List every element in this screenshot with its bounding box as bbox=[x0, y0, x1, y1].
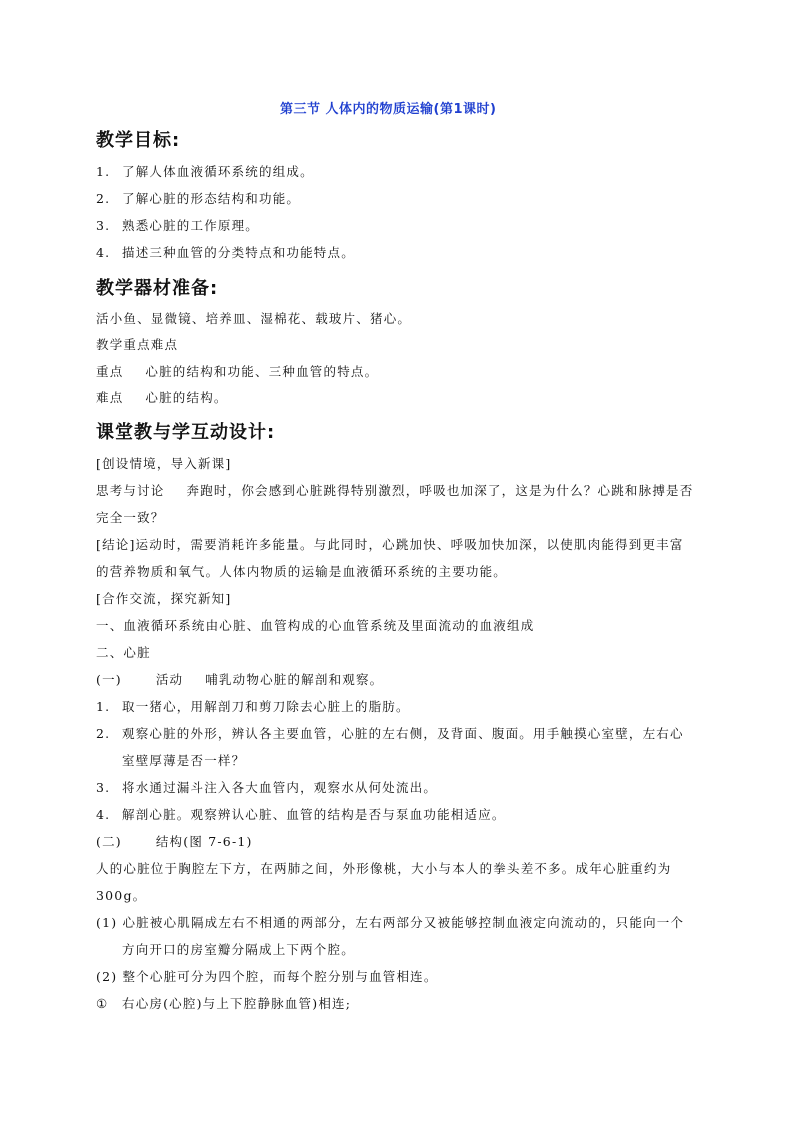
difficulty-text: 心脏的结构。 bbox=[145, 390, 228, 405]
structure-number: (二) bbox=[96, 834, 122, 849]
step-number: 3. bbox=[96, 780, 111, 795]
key-point-text: 心脏的结构和功能、三种血管的特点。 bbox=[145, 364, 379, 379]
step-text: 取一猪心，用解剖刀和剪刀除去心脏上的脂肪。 bbox=[122, 699, 410, 714]
goal-item bbox=[96, 191, 300, 207]
activity-label: 活动 bbox=[155, 672, 184, 687]
part-two: 二、心脏 bbox=[96, 645, 151, 660]
goal-item bbox=[96, 218, 259, 234]
step-item bbox=[96, 780, 437, 796]
step-text: 观察心脏的外形，辨认各主要血管，心脏的左右侧，及背面、腹面。用手触摸心室壁，左右心 bbox=[122, 726, 684, 741]
discuss-label: 思考与讨论 bbox=[96, 483, 165, 498]
goal-text: 了解人体血液循环系统的组成。 bbox=[122, 164, 314, 179]
key-heading: 教学重点难点 bbox=[96, 337, 179, 352]
goal-number: 2. bbox=[96, 191, 111, 206]
circle-text: 右心房(心腔)与上下腔静脉血管)相连; bbox=[122, 996, 352, 1011]
goal-text: 熟悉心脏的工作原理。 bbox=[122, 218, 260, 233]
page-title: 第三节 人体内的物质运输(第1课时) bbox=[280, 102, 497, 117]
materials-heading: 教学器材准备: bbox=[96, 278, 219, 299]
structure-line bbox=[96, 834, 253, 850]
key-point bbox=[96, 364, 378, 380]
activity-line bbox=[96, 672, 383, 688]
difficulty bbox=[96, 390, 228, 406]
circle-item bbox=[96, 996, 351, 1012]
goals-heading: 教学目标: bbox=[96, 130, 181, 151]
activity-number: (一) bbox=[96, 672, 122, 687]
circle-number: ① bbox=[96, 996, 109, 1011]
item-one-line-1: (1) 心脏被心肌隔成左右不相通的两部分，左右两部分又被能够控制血液定向流动的，只能向一个 bbox=[96, 915, 685, 930]
step-item bbox=[96, 726, 684, 742]
goal-text: 描述三种血管的分类特点和功能特点。 bbox=[122, 245, 355, 260]
goal-number: 1. bbox=[96, 164, 111, 179]
part-one: 一、血液循环系统由心脏、血管构成的心血管系统及里面流动的血液组成 bbox=[96, 618, 535, 633]
goal-number: 4. bbox=[96, 245, 111, 260]
heart-line-2: 300g。 bbox=[96, 888, 147, 903]
discuss-text: 奔跑时，你会感到心脏跳得特别激烈，呼吸也加深了，这是为什么？心跳和脉搏是否 bbox=[186, 483, 694, 498]
discuss-line-2: 完全一致？ bbox=[96, 510, 165, 525]
goal-text: 了解心脏的形态结构和功能。 bbox=[122, 191, 301, 206]
discuss-line-1 bbox=[96, 483, 693, 499]
activity-text: 哺乳动物心脏的解剖和观察。 bbox=[205, 672, 384, 687]
heart-line-1: 人的心脏位于胸腔左下方，在两肺之间，外形像桃，大小与本人的拳头差不多。成年心脏重约为 bbox=[96, 861, 672, 876]
item-one-line-2: 方向开口的房室瓣分隔成上下两个腔。 bbox=[122, 942, 355, 957]
step-number: 4. bbox=[96, 807, 111, 822]
coop-tag: [合作交流，探究新知] bbox=[96, 591, 232, 606]
item-two: (2) 整个心脏可分为四个腔，而每个腔分别与血管相连。 bbox=[96, 969, 438, 984]
design-heading: 课堂教与学互动设计: bbox=[96, 422, 276, 443]
step-number: 1. bbox=[96, 699, 111, 714]
goal-number: 3. bbox=[96, 218, 111, 233]
step-item bbox=[96, 807, 506, 823]
step-text: 解剖心脏。观察辨认心脏、血管的结构是否与泵血功能相适应。 bbox=[122, 807, 506, 822]
step-item bbox=[96, 699, 410, 715]
materials-text: 活小鱼、显微镜、培养皿、湿棉花、载玻片、猪心。 bbox=[96, 311, 412, 326]
step-text: 将水通过漏斗注入各大血管内，观察水从何处流出。 bbox=[122, 780, 438, 795]
conclusion-line-1: [结论]运动时，需要消耗许多能量。与此同时，心跳加快、呼吸加快加深，以使肌肉能得到更丰富 bbox=[96, 537, 684, 552]
step-continuation: 室壁厚薄是否一样？ bbox=[122, 753, 246, 768]
conclusion-line-2: 的营养物质和氧气。人体内物质的运输是血液循环系统的主要功能。 bbox=[96, 564, 508, 579]
key-point-label: 重点 bbox=[96, 364, 124, 379]
structure-text: 结构(图 7-6-1) bbox=[155, 834, 253, 849]
intro-tag: [创设情境，导入新课] bbox=[96, 456, 232, 471]
difficulty-label: 难点 bbox=[96, 390, 124, 405]
goal-item bbox=[96, 245, 355, 261]
goal-item bbox=[96, 164, 314, 180]
step-number: 2. bbox=[96, 726, 111, 741]
